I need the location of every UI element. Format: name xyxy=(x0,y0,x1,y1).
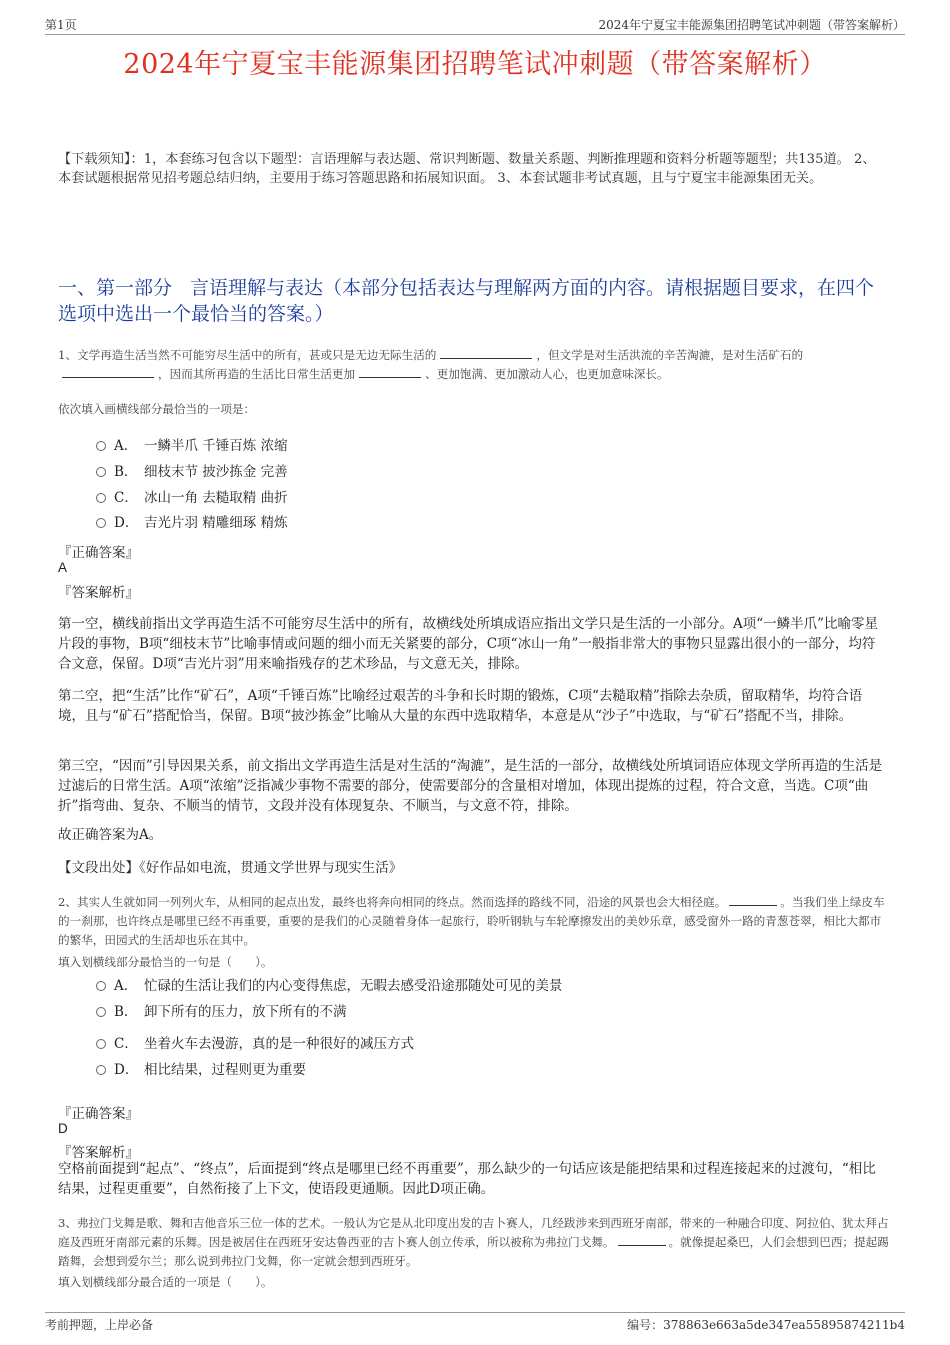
analysis-label-2: 『答案解析』 xyxy=(58,1145,139,1161)
q1-analysis-1: 第一空，横线前指出文学再造生活不可能穷尽生活中的所有，故横线处所填成语应指出文学只是生活的一小部分。A项“一鳞半爪”比喻零星片段的事物，B项“细枝末节”比喻事情或问题的细小而无关紧要的部分，C项“冰山一角”一般指非常大的事物只显露出很小的一部分，均符合文意，保留。D项“吉光片羽”用来喻指残存的艺术珍品，与文意无关，排除。 xyxy=(58,616,879,672)
q2-option-d[interactable]: D． 相比结果，过程则更为重要 xyxy=(96,1060,306,1080)
q1-analysis-2: 第二空，把“生活”比作“矿石”，A项“千锤百炼”比喻经过艰苦的斗争和长时期的锻炼，C项“去糙取精”指除去杂质，留取精华，均符合语境，且与“矿石”搭配恰当，保留。B项“披沙拣金”比喻从大量的东西中选取精华，本意是从“沙子”中选取，与“矿石”搭配不当，排除。 xyxy=(58,688,863,724)
footer-code: 编号：378863e663a5de347ea55895874211b4 xyxy=(627,1318,905,1332)
blank-2 xyxy=(62,365,154,378)
correct-answer-label: 『正确答案』 xyxy=(58,545,139,561)
header-doc-title: 2024年宁夏宝丰能源集团招聘笔试冲刺题（带答案解析） xyxy=(598,18,905,32)
radio-icon[interactable] xyxy=(96,493,106,503)
radio-icon[interactable] xyxy=(96,981,106,991)
question-3-stem: 3、弗拉门戈舞是歌、舞和吉他音乐三位一体的艺术。一般认为它是从北印度出发的吉卜赛人，几经跋涉来到西班牙南部，带来的一种融合印度、阿拉伯、犹太拜占庭及西班牙南部元素的乐舞。因是被居住在西班牙安达鲁西亚的吉卜赛人创立传承，所以被称为弗拉门戈舞。 。就像提起桑巴，人们会想到巴西；提起踢踏舞，会想到爱尔兰；那么说到弗拉门戈舞，你一定就会想到西班牙。 xyxy=(58,1216,889,1268)
blank-q2 xyxy=(729,893,777,906)
radio-icon[interactable] xyxy=(96,1065,106,1075)
q2-answer: D xyxy=(58,1121,68,1136)
q2-option-a[interactable]: A． 忙碌的生活让我们的内心变得焦虑，无暇去感受沿途那随处可见的美景 xyxy=(96,976,563,996)
q1-option-c[interactable]: C． 冰山一角 去糙取精 曲折 xyxy=(96,488,288,508)
radio-icon[interactable] xyxy=(96,441,106,451)
blank-1 xyxy=(440,346,532,359)
section-heading xyxy=(58,275,890,327)
question-2-instruction: 填入划横线部分最恰当的一句是（ ）。 xyxy=(58,955,273,969)
page-number: 第1页 xyxy=(45,18,77,32)
q2-option-b[interactable]: B． 卸下所有的压力，放下所有的不满 xyxy=(96,1002,347,1022)
blank-q3 xyxy=(618,1233,666,1246)
q2-analysis: 空格前面提到“起点”、“终点”，后面提到“终点是哪里已经不再重要”，那么缺少的一句话应该是能把结果和过程连接起来的过渡句，“相比结果，过程更重要”，自然衔接了上下文，使语段更通顺。因此D项正确。 xyxy=(58,1161,876,1197)
radio-icon[interactable] xyxy=(96,1039,106,1049)
q1-analysis-3: 第三空，“因而”引导因果关系，前文指出文学再造生活是对生活的“淘漉”，是生活的一部分，故横线处所填词语应体现文学所再造的生活是过滤后的日常生活。A项“浓缩”泛指减少事物不需要的部分，使需要部分的含量相对增加，体现出提炼的过程，符合文意，当选。C项“曲折”指弯曲、复杂、不顺当的情节，文段并没有体现复杂、不顺当，与文意不符，排除。 xyxy=(58,758,883,814)
q1-option-d[interactable]: D． 吉光片羽 精雕细琢 精炼 xyxy=(96,513,288,533)
footer-slogan: 考前押题，上岸必备 xyxy=(45,1318,154,1332)
q1-source: 【文段出处】《好作品如电流，贯通文学世界与现实生活》 xyxy=(58,860,403,876)
q1-option-b[interactable]: B． 细枝末节 披沙拣金 完善 xyxy=(96,462,288,482)
page-footer xyxy=(45,1312,905,1333)
section-prefix: 一、第一部分 xyxy=(58,277,173,299)
question-1-instruction: 依次填入画横线部分最恰当的一项是： xyxy=(58,402,256,416)
page-title: 2024年宁夏宝丰能源集团招聘笔试冲刺题（带答案解析） xyxy=(123,49,827,80)
question-2-stem: 2、其实人生就如同一列列火车，从相同的起点出发，最终也将奔向相同的终点。然而选择的路线不同，沿途的风景也会大相径庭。 。当我们坐上绿皮车的一刹那，也许终点是哪里已经不再重要，重要的是我们的心灵随着身体一起旅行，聆听钢轨与车轮摩擦发出的美妙乐章，感受窗外一路的青葱苍翠，相比大都市的繁华，田园式的生活却也乐在其中。 xyxy=(58,895,885,947)
q2-option-c[interactable]: C． 坐着火车去漫游，真的是一种很好的减压方式 xyxy=(96,1034,414,1054)
radio-icon[interactable] xyxy=(96,1007,106,1017)
q1-answer: A xyxy=(58,560,68,575)
correct-answer-label-2: 『正确答案』 xyxy=(58,1106,139,1122)
analysis-label: 『答案解析』 xyxy=(58,585,139,601)
q1-conclusion: 故正确答案为A。 xyxy=(58,827,163,843)
question-1-stem: 1、文学再造生活当然不可能穷尽生活中的所有，甚或只是无边无际生活的 ，但文学是对生活洪流的辛苦淘漉，是对生活矿石的，因而其所再造的生活比日常生活更加 、更加饱满、更加激动人心，也更加意味深长。 xyxy=(58,348,804,381)
blank-3 xyxy=(359,365,421,378)
page-header xyxy=(45,14,905,35)
radio-icon[interactable] xyxy=(96,518,106,528)
section-text: 言语理解与表达（本部分包括表达与理解两方面的内容。请根据题目要求，在四个选项中选出一个最恰当的答案。） xyxy=(58,277,875,325)
radio-icon[interactable] xyxy=(96,467,106,477)
question-3-instruction: 填入划横线部分最合适的一项是（ ）。 xyxy=(58,1275,273,1289)
download-notice: 【下载须知】：1，本套练习包含以下题型：言语理解与表达题、常识判断题、数量关系题、判断推理题和资料分析题等题型；共135道。 2、本套试题根据常见招考题总结归纳，主要用于练习答题思路和拓展知识面。 3、本套试题非考试真题，且与宁夏宝丰能源集团无关。 xyxy=(58,152,876,186)
q1-option-a[interactable]: A． 一鳞半爪 千锤百炼 浓缩 xyxy=(96,436,288,456)
